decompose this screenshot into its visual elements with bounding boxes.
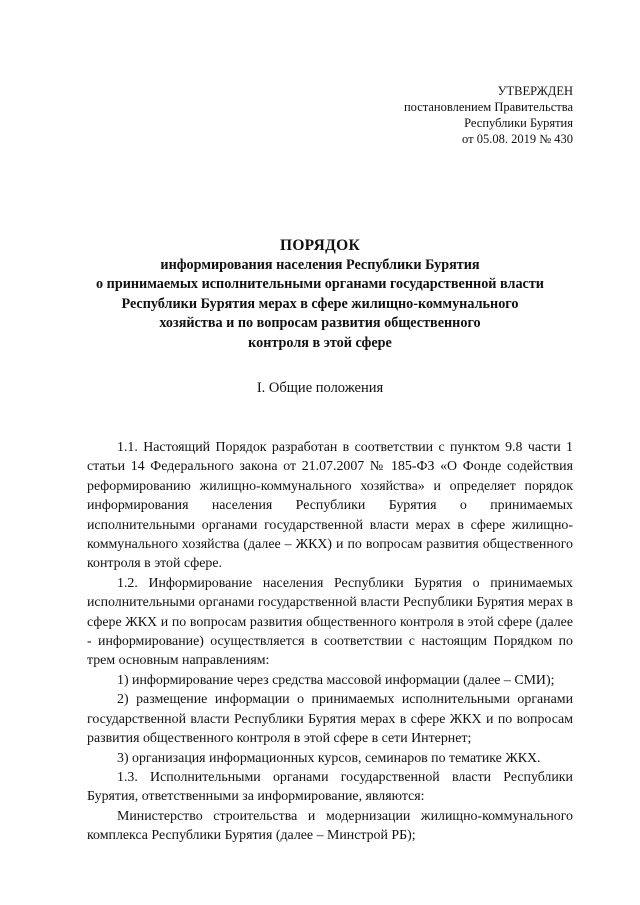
approval-authority: Республики Бурятия (464, 116, 573, 130)
title-main: ПОРЯДОК (279, 237, 361, 254)
paragraph-1-1: 1.1. Настоящий Порядок разработан в соответствии с пунктом 9.8 части 1 статьи 14 Федерального закона от 21.07.2007 № 185-ФЗ «О Фонде содействия реформированию жилищно-коммунального хозяйства» и определяет порядок информирования населения Республики Бурятия о принимаемых исполнительными органами государственной власти мерах в сфере жилищно-коммунального хозяйства (далее – ЖКХ) и по вопросам развития общественного контроля в этой сфере. (87, 440, 573, 572)
approval-date-number: от 05.08. 2019 № 430 (462, 132, 573, 146)
document-body (87, 438, 573, 846)
list-item-2: 2) размещение информации о принимаемых исполнительными органами государственной власти Республики Бурятия мерах в сфере ЖКХ и по вопросам развития общественного контроля в этой сфере в сети Интернет; (87, 692, 573, 747)
approval-stamp (404, 83, 573, 147)
title-line: информирования населения Республики Бурятия (160, 256, 480, 273)
list-item-3: 3) организация информационных курсов, семинаров по тематике ЖКХ. (117, 750, 541, 766)
section-heading: I. Общие положения (256, 380, 384, 396)
document-title (60, 236, 580, 353)
paragraph-1-3: 1.3. Исполнительными органами государственной власти Республики Бурятия, ответственными за информирование, являются: (87, 769, 573, 805)
list-item-1: 1) информирование через средства массовой информации (далее – СМИ); (117, 672, 555, 688)
paragraph-1-2: 1.2. Информирование населения Республики Бурятия о принимаемых исполнительными органами государственной власти Республики Бурятия мерах в сфере ЖКХ и по вопросам развития общественного контроля в этой сфере (далее - информирование) осуществляется в соответствии с настоящим Порядком по трем основным направлениям: (87, 575, 573, 669)
title-line: хозяйства и по вопросам развития общественного (159, 315, 481, 331)
title-line: о принимаемых исполнительными органами государственной власти (96, 276, 544, 292)
approval-decree: постановлением Правительства (403, 100, 573, 114)
approval-status: УТВЕРЖДЕН (497, 84, 573, 98)
title-line: Республики Бурятия мерах в сфере жилищно-коммунального (121, 295, 519, 312)
ministry-paragraph: Министерство строительства и модернизации жилищно-коммунального комплекса Республики Бурятия (далее – Минстрой РБ); (87, 808, 573, 844)
title-line: контроля в этой сфере (248, 334, 392, 351)
